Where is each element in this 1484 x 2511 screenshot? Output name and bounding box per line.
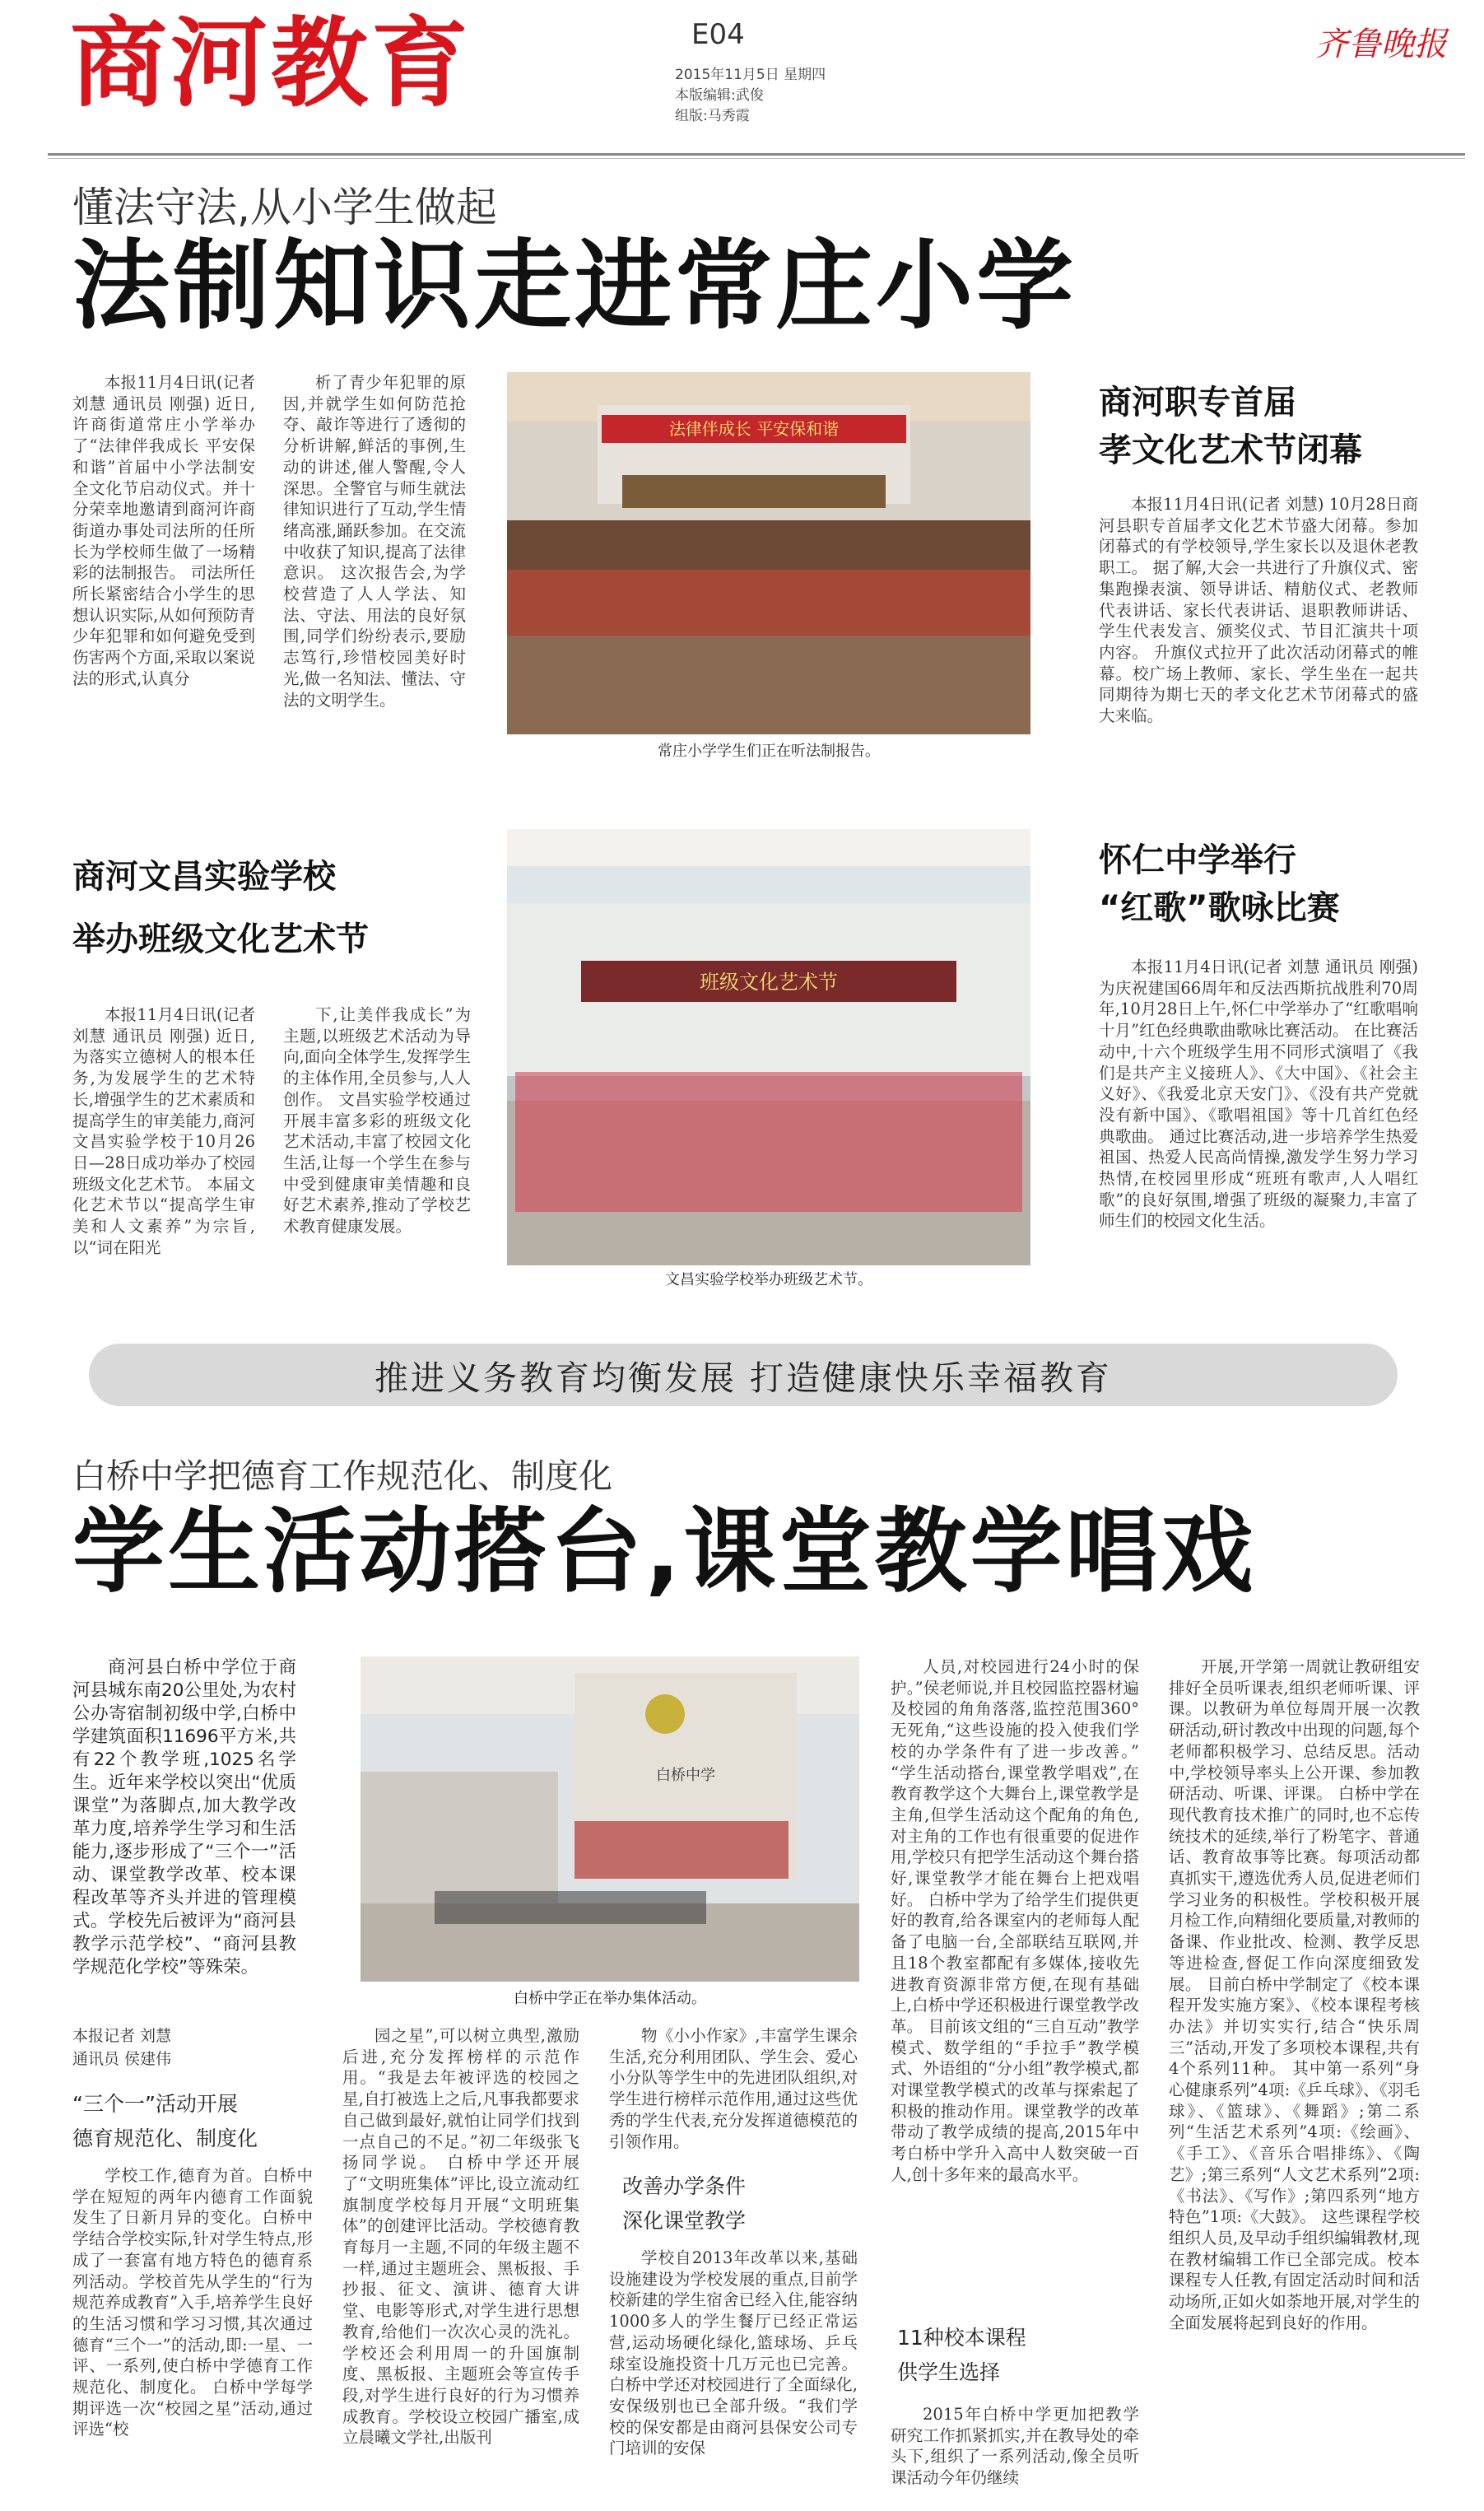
page-number: E04: [691, 18, 745, 51]
designer-credit: 组版:马秀霞: [675, 108, 750, 124]
story2-headline-line1: 商河职专首届: [1099, 384, 1296, 422]
story4-body: 本报11月4日讯(记者 刘慧 通讯员 刚强) 为庆祝建国66周年和反法西斯抗战胜利70周年,10月28日上午,怀仁中学举办了“红歌唱响十月”红色经典歌曲歌咏比赛活动。 在比赛活动中,十六个班级学生用不同形式演唱了《我们是共产主义接班人》、《大中国》、《社会主义好》、《我爱北京天安门》、《没有共产党就没有新中国》、《歌唱祖国》等十几首红色经典歌曲。 通过比赛活动,进一步培养学生热爱祖国、热爱人民高尚情操,激发学生努力学习热情,在校园里形成“班班有歌声,人人唱红歌”的良好氛围,增强了班级的凝聚力,丰富了师生们的校园文化生活。: [1099, 957, 1418, 1231]
issue-date: 2015年11月5日 星期四: [675, 67, 826, 83]
story1-photo: [507, 372, 1030, 734]
story5-photo: [361, 1656, 859, 1982]
story3-photo: [507, 829, 1030, 1265]
story5-subhead1-line2: 德育规范化、制度化: [72, 2127, 258, 2150]
story1-headline: 法制知识走进常庄小学: [72, 229, 1077, 342]
building-name-text: 白桥中学: [656, 1767, 715, 1784]
newspaper-logo: 齐鲁晚报: [1315, 26, 1447, 63]
masthead-rule-thin: [48, 158, 1465, 159]
story5-subhead2-line2: 深化课堂教学: [622, 2209, 747, 2233]
story5-column-2: 园之星”,可以树立典型,激励后进,充分发挥榜样的示范作用。“我是去年被评选的校园之星,自打被选上之后,凡事我都要求自己做到最好,就怕让同学们找到一点自己的不足。”初二年级张飞扬同学说。 白桥中学还开展了“文明班集体”评比,设立流动红旗制度学校每月开展“文明班集体”的创建评比活动。学校德育教育每月一主题,不同的年级主题不一样,通过主题班会、黑板报、手抄报、征文、演讲、德育大讲堂、电影等形式,对学生进行思想教育,给他们一次次心灵的洗礼。 学校还会利用周一的升国旗制度、黑板报、主题班会等宣传手段,对学生进行良好的行为习惯养成教育。学校设立校园广播室,成立晨曦文学社,出版刊: [342, 2026, 579, 2448]
story5-subhead3-line1: 11种校本课程: [897, 2326, 1026, 2350]
story5-subhead1-line1: “三个一”活动开展: [72, 2092, 238, 2116]
story1-column-1: 本报11月4日讯(记者 刘慧 通讯员 刚强) 近日,许商街道常庄小学举办了“法律伴我成长 平安保和谐”首届中小学法制安全文化节启动仪式。并十分荣幸地邀请到商河许商街道办事处司法所的任所长为学校师生做了一场精彩的法制报告。 司法所任所长紧密结合小学生的思想认识实际,从如何预防青少年犯罪和如何避免受到伤害两个方面,采取以案说法的形式,认真分: [72, 373, 255, 688]
story5-byline-correspondent: 通讯员 侯建伟: [72, 2050, 172, 2068]
story5-column-4b: 2015年白桥中学更加把教学研究工作抓紧抓实,并在教导处的牵头下,组织了一系列活动,像全员听课活动今年仍继续: [891, 2405, 1139, 2488]
story4-headline-line2: “红歌”歌咏比赛: [1099, 889, 1340, 927]
story3-column-1: 本报11月4日讯(记者 刘慧 通讯员 刚强) 近日,为落实立德树人的根本任务,为发展学生的艺术特长,增强学生的艺术素质和提高学生的审美能力,商河文昌实验学校于10月26日—28日成功举办了校园班级文化艺术节。 本届文化艺术节以“提高学生审美和人文素养”为宗旨,以“词在阳光: [72, 1005, 255, 1257]
story5-subhead3-line2: 供学生选择: [897, 2360, 1001, 2384]
story3-headline-line2: 举办班级文化艺术节: [72, 920, 369, 958]
story1-column-2: 析了青少年犯罪的原因,并就学生如何防范抢夺、敲诈等进行了透彻的分析讲解,鲜活的事例,生动的讲述,催人警醒,令人深思。全警官与师生就法律知识进行了互动,学生情绪高涨,踊跃参加。在交流中收获了知识,提高了法律意识。 这次报告会,为学校营造了人人学法、知法、守法、用法的良好氛围,同学们纷纷表示,要励志笃行,珍惜校园美好时光,做一名知法、懂法、守法的文明学生。: [283, 373, 466, 710]
masthead-rule: [48, 153, 1465, 156]
story1-kicker: 懂法守法,从小学生做起: [72, 184, 497, 231]
story5-intro: 商河县白桥中学位于商河县城东南20公里处,为农村公办寄宿制初级中学,白桥中学建筑面积11696平方米,共有22个教学班,1025名学生。近年来学校以突出“优质课堂”为落脚点,加大教学改革力度,培养学生学习和生活能力,逐步形成了“三个一”活动、课堂教学改革、校本课程改革等齐头并进的管理模式。学校先后被评为“商河县教学示范学校”、“商河县教学规范化学校”等殊荣。: [72, 1657, 296, 1978]
story5-column-5: 开展,开学第一周就让教研组安排好全员听课表,组织老师听课、评课。以教研为单位每周开展一次教研活动,研讨教改中出现的问题,每个老师都积极学习、总结反思。活动中,学校领导率头上公开课、参加教研活动、听课、评课。 白桥中学在现代教育技术推广的同时,也不忘传统技术的延续,举行了粉笔字、普通话、教育故事等比赛。每项活动都真抓实干,遵选优秀人员,促进老师们学习业务的积极性。学校积极开展月检工作,向精细化要质量,对教师的备课、作业批改、检测、教学反思等进检查,督促工作向深度细致发展。 目前白桥中学制定了《校本课程开发实施方案》、《校本课程考核办法》并切实实行,结合“快乐周三”活动,开发了多项校本课程,共有4个系列11种。 其中第一系列“身心健康系列”4项:《乒乓球》、《羽毛球》、《篮球》、《舞蹈》;第二系列“生活艺术系列”4项:《绘画》、《手工》、《音乐合唱排练》、《陶艺》;第三系列“人文艺术系列”2项:《书法》、《写作》;第四系列“地方特色”1项:《大鼓》。 这些课程学校组织人员,及早动手组织编辑教材,现在教材编辑工作已全部完成。校本课程专人任教,有固定活动时间和活动场所,正如火如荼地开展,对学生的全面发展将起到良好的作用。: [1169, 1657, 1420, 2332]
story5-byline-reporter: 本报记者 刘慧: [72, 2027, 172, 2045]
story3-column-2: 下,让美伴我成长”为主题,以班级艺术活动为导向,面向全体学生,发挥学生的主体作用,全员参与,人人创作。 文昌实验学校通过开展丰富多彩的班级文化艺术活动,丰富了校园文化生活,让每一个学生在参与中受到健康审美情趣和良好艺术素养,推动了学校艺术教育健康发展。: [283, 1005, 471, 1237]
stage-banner-text: 法律伴成长 平安保和谐: [668, 419, 840, 439]
school-assembly-photo: [361, 1656, 859, 1982]
story5-column-3: 物《小小作家》,丰富学生课余生活,充分利用团队、学生会、爱心小分队等学生中的先进团队组织,对学生进行榜样示范作用,通过这些优秀的学生代表,充分发挥道德模范的引领作用。: [609, 2026, 858, 2151]
school-building-photo: [507, 829, 1030, 1265]
story2-body: 本报11月4日讯(记者 刘慧) 10月28日商河县职专首届孝文化艺术节盛大闭幕。参加闭幕式的有学校领导,学生家长以及退休老教职工。 据了解,大会一共进行了升旗仪式、密集跑操表演、领导讲话、精舫仪式、老教师代表讲话、家长代表讲话、退职教师讲话、学生代表发言、颁奖仪式、节目汇演共十项内容。 升旗仪式拉开了此次活动闭幕式的帷幕。校广场上教师、家长、学生坐在一起共同期待为期七天的孝文化艺术节闭幕式的盛大来临。: [1099, 495, 1418, 726]
story5-column-1: 学校工作,德育为首。白桥中学在短短的两年内德育工作面貌发生了日新月异的变化。白桥中学结合学校实际,针对学生特点,形成了一套富有地方特色的德育系列活动。学校首先从学生的“行为规范养成教育”入手,培养学生良好的生活习惯和学习习惯,其次通过德育“三个一”的活动,即:一星、一评、一系列,使白桥中学德育工作规范化、制度化。 白桥中学每学期评选一次“校园之星”活动,通过评选“校: [72, 2166, 313, 2439]
lecture-hall-photo: [507, 372, 1030, 734]
story3-caption: 文昌实验学校举办班级艺术节。: [665, 1271, 872, 1288]
story3-headline-line1: 商河文昌实验学校: [72, 858, 336, 896]
editor-credit: 本版编辑:武俊: [675, 87, 764, 104]
story2-headline-line2: 孝文化艺术节闭幕: [1099, 431, 1362, 469]
building-sign-text: 班级文化艺术节: [700, 971, 838, 994]
story5-column-3b: 学校自2013年改革以来,基础设施建设为学校发展的重点,目前学校新建的学生宿舍已经入住,能容纳1000多人的学生餐厅已经正常运营,运动场硬化绿化,篮球场、乒乓球室设施投资十几万元也已完善。 白桥中学还对校园进行了全面绿化,安保级别也已全部升级。“我们学校的保安都是由商河县保安公司专门培训的安保: [609, 2248, 858, 2458]
story5-kicker: 白桥中学把德育工作规范化、制度化: [72, 1456, 612, 1496]
story5-subhead2-line1: 改善办学条件: [622, 2174, 747, 2198]
story5-caption: 白桥中学正在举办集体活动。: [514, 1990, 706, 2007]
story4-headline-line1: 怀仁中学举行: [1099, 841, 1296, 879]
story5-column-4: 人员,对校园进行24小时的保护。”侯老师说,并且校园监控器材遍及校园的角角落落,监控范围360°无死角,“这些设施的投入使我们学校的办学条件有了进一步改善。” “学生活动搭台,课堂教学唱戏”,在教育教学这个大舞台上,课堂教学是主角,但学生活动这个配角的角色,对主角的工作也有很重要的促进作用,学校只有把学生活动这个舞台搭好,课堂教学才能在舞台上把戏唱好。 白桥中学为了给学生们提供更好的教育,给各课室内的老师每人配备了电脑一台,全部联结互联网,并且18个教室都配有多媒体,接收先进教育资源非常方便,在现有基础上,白桥中学还积极进行课堂教学改革。 目前该文组的“三自互动”教学模式、数学组的“手拉手”教学模式、外语组的“分小组”教学模式,都对课堂教学模式的改革与探索起了积极的推动作用。课堂教学的改革带动了教学成绩的提高,2015年中考白桥中学升入高中人数突破一百人,创十多年来的最高水平。: [891, 1657, 1139, 2184]
section-title: 商河教育: [70, 7, 472, 120]
story5-headline: 学生活动搭台,课堂教学唱戏: [72, 1498, 1257, 1605]
slogan-banner: 推进义务教育均衡发展 打造健康快乐幸福教育: [89, 1344, 1398, 1406]
story1-caption: 常庄小学学生们正在听法制报告。: [658, 743, 880, 760]
